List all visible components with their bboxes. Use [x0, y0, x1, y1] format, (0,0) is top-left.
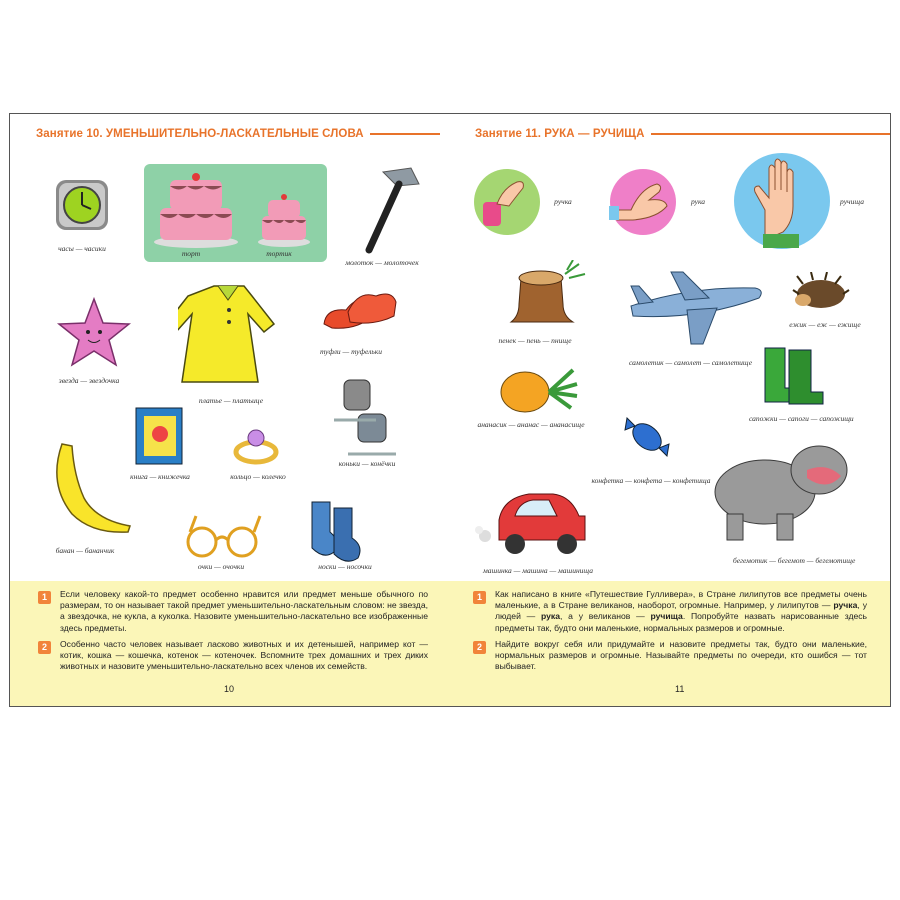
- hammer-illustration: [353, 164, 425, 256]
- task-text: Если человеку какой-то предмет особенно нравится или предмет меньше обычного по размерам, то он называет такой предмет уменьшительно-ласкательным словом: не звезда, а звездочка, не кукла, а куколка. Назовите уменьшительно-ласкательно все изображенные здесь предметы.: [60, 589, 428, 633]
- big-hand-illustration: [733, 152, 831, 250]
- caption-small-cake: тортик: [266, 249, 292, 258]
- caption-shoes: туфли — туфельки: [319, 347, 383, 356]
- page-number: 10: [224, 684, 235, 694]
- caption-stump: пенек — пень — пнище: [498, 336, 572, 345]
- task-text-bold: ручища: [650, 611, 683, 622]
- skates-illustration: [328, 376, 402, 462]
- right-page: [451, 114, 891, 706]
- caption-car: машинка — машина — машинища: [483, 566, 594, 575]
- caption-boots: сапожки — сапоги — сапожищи: [749, 414, 854, 423]
- heading-rule: [370, 133, 440, 135]
- medium-hand-illustration: [609, 168, 677, 236]
- left-page: [10, 114, 451, 706]
- hedgehog-illustration: [791, 272, 851, 314]
- caption-ring: кольцо — колечко: [230, 472, 286, 481]
- caption-socks: носки — носочки: [318, 562, 372, 571]
- banana-illustration: [44, 436, 136, 540]
- caption-hammer: молоток — молоточек: [345, 258, 419, 267]
- caption-skates: коньки — конёчки: [338, 459, 396, 468]
- task-text-bold: ручка: [833, 600, 858, 611]
- caption-plane: самолетик — самолет — самолетище: [629, 358, 753, 367]
- task-text: Найдите вокруг себя или придумайте и назовите предметы так, будто они маленькие, нормальных размеров и огромные. Называйте предметы по очереди, кто ошибся — тот выбывает.: [495, 639, 867, 672]
- task-number-badge: 2: [473, 641, 486, 654]
- heading-rule: [651, 133, 891, 135]
- task-text-segment: . Попробуйте назвать нарисованные здесь предметы так, будто они маленькие, нормальных размеров и огромные.: [495, 611, 868, 633]
- star-illustration: [56, 296, 132, 368]
- caption-pineapple: ананасик — ананас — ананасище: [477, 420, 585, 429]
- caption-glasses: очки — очочки: [197, 562, 245, 571]
- task-number-badge: 1: [473, 591, 486, 604]
- cakes-illustration: [144, 164, 327, 262]
- page-number: 11: [675, 684, 685, 694]
- caption-candy: конфетка — конфета — конфетища: [591, 476, 711, 485]
- stump-illustration: [495, 260, 589, 332]
- hippo-illustration: [707, 430, 857, 550]
- clock-illustration: [54, 176, 110, 232]
- pineapple-illustration: [495, 362, 579, 416]
- small-hand-illustration: [473, 168, 541, 236]
- caption-star: звезда — звездочка: [58, 376, 120, 385]
- caption-hippo: бегемотик — бегемот — бегемотище: [733, 556, 856, 565]
- lesson-11-heading: [475, 128, 891, 140]
- caption-dress: платье — платьице: [198, 396, 264, 405]
- candy-illustration: [619, 408, 677, 466]
- plane-illustration: [625, 270, 765, 350]
- caption-big-hand: ручища: [840, 197, 864, 206]
- caption-small-hand: ручка: [554, 197, 572, 206]
- task-text: Особенно часто человек называет ласково животных и их детенышей, например кот — котик, кошка — кошечка, котенок — котеночек. Вспомните трех домашних и трех диких животных и назовите уменьшительно-ласкательно всех членов их семейств.: [60, 639, 428, 672]
- lesson-11-title: Занятие 11. РУКА — РУЧИЩА: [475, 128, 645, 140]
- caption-medium-hand: рука: [690, 197, 706, 206]
- task-number-badge: 1: [38, 591, 51, 604]
- book-spread: [9, 113, 891, 707]
- caption-banana: банан — бананчик: [55, 546, 115, 555]
- task-text: [495, 589, 867, 634]
- caption-cake: торт: [181, 249, 201, 258]
- lesson-10-title: Занятие 10. УМЕНЬШИТЕЛЬНО-ЛАСКАТЕЛЬНЫЕ СЛОВА: [36, 128, 364, 140]
- car-illustration: [475, 484, 593, 564]
- caption-hedgehog: ежик — еж — ежище: [789, 320, 861, 329]
- cakes-panel: [144, 164, 327, 262]
- task-text-bold: рука: [541, 611, 560, 622]
- right-tasks-panel: [451, 581, 891, 707]
- lesson-10-heading: [36, 128, 440, 140]
- shoes-illustration: [318, 284, 398, 342]
- caption-clock: часы — часики: [58, 244, 106, 253]
- task-text-segment: , у людей —: [495, 600, 867, 622]
- book-illustration: [132, 404, 188, 468]
- dress-illustration: [178, 280, 282, 388]
- boots-illustration: [757, 344, 825, 408]
- task-number-badge: 2: [38, 641, 51, 654]
- glasses-illustration: [182, 512, 266, 560]
- task-text-segment: Как написано в книге «Путешествие Гулливера», в Стране лилипутов все предметы очень маленькие, а в Стране великанов, наоборот, огромные. Например, у лилипутов —: [495, 589, 867, 611]
- task-text-segment: , а у великанов —: [560, 611, 651, 622]
- caption-book: книга — книжечка: [130, 472, 190, 481]
- socks-illustration: [304, 496, 384, 564]
- ring-illustration: [232, 426, 282, 466]
